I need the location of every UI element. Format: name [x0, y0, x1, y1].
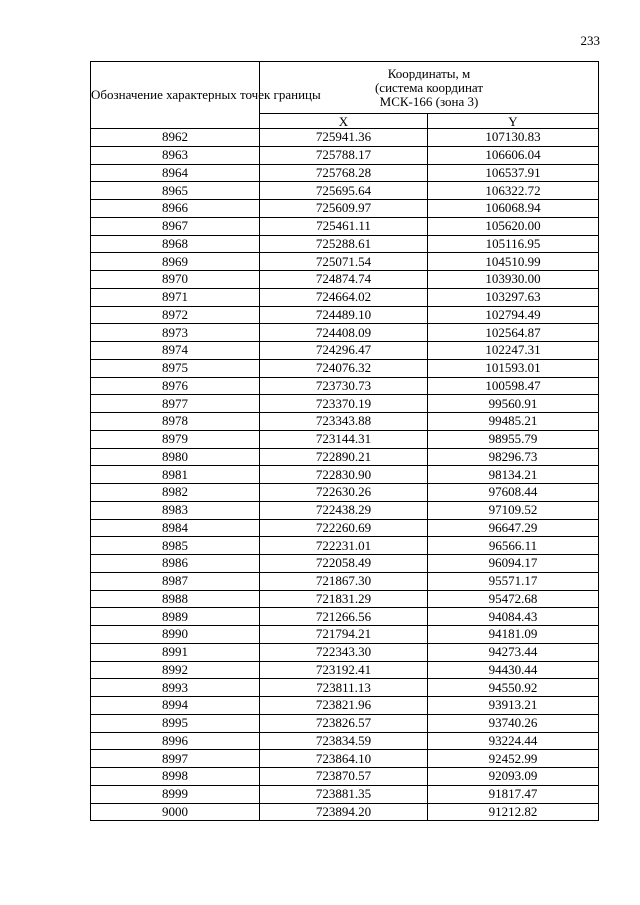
point-designation-header: Обозначение характерных точек границы	[91, 62, 260, 129]
table-row	[91, 306, 599, 324]
x-coordinate-cell: 725071.54	[260, 253, 428, 271]
y-coordinate-cell: 91817.47	[428, 785, 599, 803]
point-id-cell: 8980	[91, 448, 260, 466]
point-id-cell: 8979	[91, 430, 260, 448]
point-id-cell: 8962	[91, 129, 260, 147]
y-coordinate-cell: 106068.94	[428, 200, 599, 218]
table-row	[91, 537, 599, 555]
y-coordinate-cell: 107130.83	[428, 129, 599, 147]
x-coordinate-cell: 724874.74	[260, 271, 428, 289]
table-row	[91, 626, 599, 644]
y-coordinate-cell: 98955.79	[428, 430, 599, 448]
table-row	[91, 253, 599, 271]
x-coordinate-cell: 723370.19	[260, 395, 428, 413]
y-coordinate-cell: 95571.17	[428, 572, 599, 590]
x-coordinate-cell: 723144.31	[260, 430, 428, 448]
table-row	[91, 590, 599, 608]
table-row	[91, 501, 599, 519]
table-row	[91, 448, 599, 466]
x-coordinate-cell: 725609.97	[260, 200, 428, 218]
point-id-cell: 8988	[91, 590, 260, 608]
y-coordinate-cell: 94430.44	[428, 661, 599, 679]
x-coordinate-cell: 721794.21	[260, 626, 428, 644]
point-id-cell: 8984	[91, 519, 260, 537]
y-coordinate-cell: 103930.00	[428, 271, 599, 289]
point-id-cell: 8994	[91, 697, 260, 715]
y-coordinate-cell: 106606.04	[428, 146, 599, 164]
point-id-cell: 8990	[91, 626, 260, 644]
y-coordinate-cell: 96566.11	[428, 537, 599, 555]
point-id-cell: 8995	[91, 714, 260, 732]
x-coordinate-cell: 721831.29	[260, 590, 428, 608]
x-coordinate-cell: 724408.09	[260, 324, 428, 342]
point-id-cell: 8964	[91, 164, 260, 182]
y-coordinate-cell: 101593.01	[428, 359, 599, 377]
x-coordinate-cell: 725768.28	[260, 164, 428, 182]
x-coordinate-cell: 723730.73	[260, 377, 428, 395]
point-id-cell: 8971	[91, 288, 260, 306]
coordinates-header-line-1: Координаты, м	[387, 65, 471, 81]
y-coordinate-cell: 93740.26	[428, 714, 599, 732]
x-coordinate-cell: 725788.17	[260, 146, 428, 164]
y-coordinate-cell: 94550.92	[428, 679, 599, 697]
x-coordinate-cell: 723834.59	[260, 732, 428, 750]
point-id-cell: 8985	[91, 537, 260, 555]
y-column-header: Y	[428, 114, 599, 129]
x-coordinate-cell: 723864.10	[260, 750, 428, 768]
x-coordinate-cell: 725288.61	[260, 235, 428, 253]
table-row	[91, 679, 599, 697]
x-coordinate-cell: 722890.21	[260, 448, 428, 466]
table-row	[91, 129, 599, 147]
table-row	[91, 785, 599, 803]
x-coordinate-cell: 723826.57	[260, 714, 428, 732]
table-header	[91, 62, 599, 129]
table-row	[91, 324, 599, 342]
point-id-cell: 8993	[91, 679, 260, 697]
y-coordinate-cell: 94181.09	[428, 626, 599, 644]
x-coordinate-cell: 722260.69	[260, 519, 428, 537]
x-coordinate-cell: 725941.36	[260, 129, 428, 147]
point-id-cell: 8983	[91, 501, 260, 519]
table-row	[91, 182, 599, 200]
point-id-cell: 8997	[91, 750, 260, 768]
table-body	[91, 129, 599, 821]
y-coordinate-cell: 93913.21	[428, 697, 599, 715]
y-coordinate-cell: 96647.29	[428, 519, 599, 537]
x-coordinate-cell: 723870.57	[260, 768, 428, 786]
y-coordinate-cell: 105116.95	[428, 235, 599, 253]
table-row	[91, 413, 599, 431]
table-row	[91, 342, 599, 360]
point-id-cell: 8996	[91, 732, 260, 750]
y-coordinate-cell: 99560.91	[428, 395, 599, 413]
point-id-cell: 8969	[91, 253, 260, 271]
y-coordinate-cell: 100598.47	[428, 377, 599, 395]
x-coordinate-cell: 723343.88	[260, 413, 428, 431]
table-row	[91, 661, 599, 679]
coordinates-table	[90, 61, 599, 821]
x-coordinate-cell: 722343.30	[260, 643, 428, 661]
point-id-cell: 8981	[91, 466, 260, 484]
table-row	[91, 750, 599, 768]
x-coordinate-cell: 723894.20	[260, 803, 428, 821]
table-row	[91, 271, 599, 289]
x-coordinate-cell: 722630.26	[260, 484, 428, 502]
y-coordinate-cell: 106322.72	[428, 182, 599, 200]
point-id-cell: 8998	[91, 768, 260, 786]
table-row	[91, 519, 599, 537]
x-coordinate-cell: 723811.13	[260, 679, 428, 697]
x-coordinate-cell: 721266.56	[260, 608, 428, 626]
y-coordinate-cell: 95472.68	[428, 590, 599, 608]
point-id-cell: 9000	[91, 803, 260, 821]
y-coordinate-cell: 97109.52	[428, 501, 599, 519]
point-id-cell: 8978	[91, 413, 260, 431]
x-coordinate-cell: 724489.10	[260, 306, 428, 324]
table-row	[91, 555, 599, 573]
y-coordinate-cell: 94273.44	[428, 643, 599, 661]
point-id-cell: 8991	[91, 643, 260, 661]
table-row	[91, 200, 599, 218]
y-coordinate-cell: 102564.87	[428, 324, 599, 342]
table-row	[91, 484, 599, 502]
x-coordinate-cell: 722438.29	[260, 501, 428, 519]
table-row	[91, 217, 599, 235]
table-row	[91, 377, 599, 395]
point-id-cell: 8972	[91, 306, 260, 324]
table-row	[91, 164, 599, 182]
table-row	[91, 643, 599, 661]
point-id-cell: 8987	[91, 572, 260, 590]
point-id-cell: 8999	[91, 785, 260, 803]
x-coordinate-cell: 721867.30	[260, 572, 428, 590]
table-row	[91, 768, 599, 786]
table-row	[91, 803, 599, 821]
table-row	[91, 466, 599, 484]
point-id-cell: 8986	[91, 555, 260, 573]
page-number: 233	[580, 33, 600, 48]
point-id-cell: 8982	[91, 484, 260, 502]
x-coordinate-cell: 722231.01	[260, 537, 428, 555]
x-coordinate-cell: 724296.47	[260, 342, 428, 360]
x-coordinate-cell: 722058.49	[260, 555, 428, 573]
point-id-cell: 8989	[91, 608, 260, 626]
x-coordinate-cell: 724664.02	[260, 288, 428, 306]
y-coordinate-cell: 94084.43	[428, 608, 599, 626]
y-coordinate-cell: 99485.21	[428, 413, 599, 431]
table-row	[91, 572, 599, 590]
point-id-cell: 8975	[91, 359, 260, 377]
y-coordinate-cell: 104510.99	[428, 253, 599, 271]
table-row	[91, 395, 599, 413]
y-coordinate-cell: 97608.44	[428, 484, 599, 502]
point-id-cell: 8973	[91, 324, 260, 342]
table-row	[91, 359, 599, 377]
table-row	[91, 714, 599, 732]
y-coordinate-cell: 93224.44	[428, 732, 599, 750]
y-coordinate-cell: 91212.82	[428, 803, 599, 821]
x-coordinate-cell: 723821.96	[260, 697, 428, 715]
y-coordinate-cell: 102247.31	[428, 342, 599, 360]
x-column-header: X	[260, 114, 428, 129]
table-row	[91, 697, 599, 715]
y-coordinate-cell: 105620.00	[428, 217, 599, 235]
point-id-cell: 8967	[91, 217, 260, 235]
x-coordinate-cell: 725695.64	[260, 182, 428, 200]
point-id-cell: 8966	[91, 200, 260, 218]
table-row	[91, 235, 599, 253]
coordinates-header-line-3: МСК-166 (зона 3)	[379, 93, 479, 109]
x-coordinate-cell: 723192.41	[260, 661, 428, 679]
table-row	[91, 608, 599, 626]
table-row	[91, 430, 599, 448]
table-row	[91, 146, 599, 164]
x-coordinate-cell: 722830.90	[260, 466, 428, 484]
y-coordinate-cell: 92093.09	[428, 768, 599, 786]
y-coordinate-cell: 102794.49	[428, 306, 599, 324]
y-coordinate-cell: 92452.99	[428, 750, 599, 768]
point-id-cell: 8968	[91, 235, 260, 253]
point-id-cell: 8974	[91, 342, 260, 360]
point-id-cell: 8965	[91, 182, 260, 200]
table-row	[91, 732, 599, 750]
x-coordinate-cell: 725461.11	[260, 217, 428, 235]
x-coordinate-cell: 723881.35	[260, 785, 428, 803]
point-id-cell: 8970	[91, 271, 260, 289]
point-id-cell: 8977	[91, 395, 260, 413]
point-id-cell: 8963	[91, 146, 260, 164]
y-coordinate-cell: 98134.21	[428, 466, 599, 484]
point-id-cell: 8976	[91, 377, 260, 395]
coordinates-header-line-2: (система координат	[374, 79, 484, 95]
table-row	[91, 288, 599, 306]
y-coordinate-cell: 98296.73	[428, 448, 599, 466]
y-coordinate-cell: 96094.17	[428, 555, 599, 573]
x-coordinate-cell: 724076.32	[260, 359, 428, 377]
y-coordinate-cell: 103297.63	[428, 288, 599, 306]
y-coordinate-cell: 106537.91	[428, 164, 599, 182]
point-id-cell: 8992	[91, 661, 260, 679]
